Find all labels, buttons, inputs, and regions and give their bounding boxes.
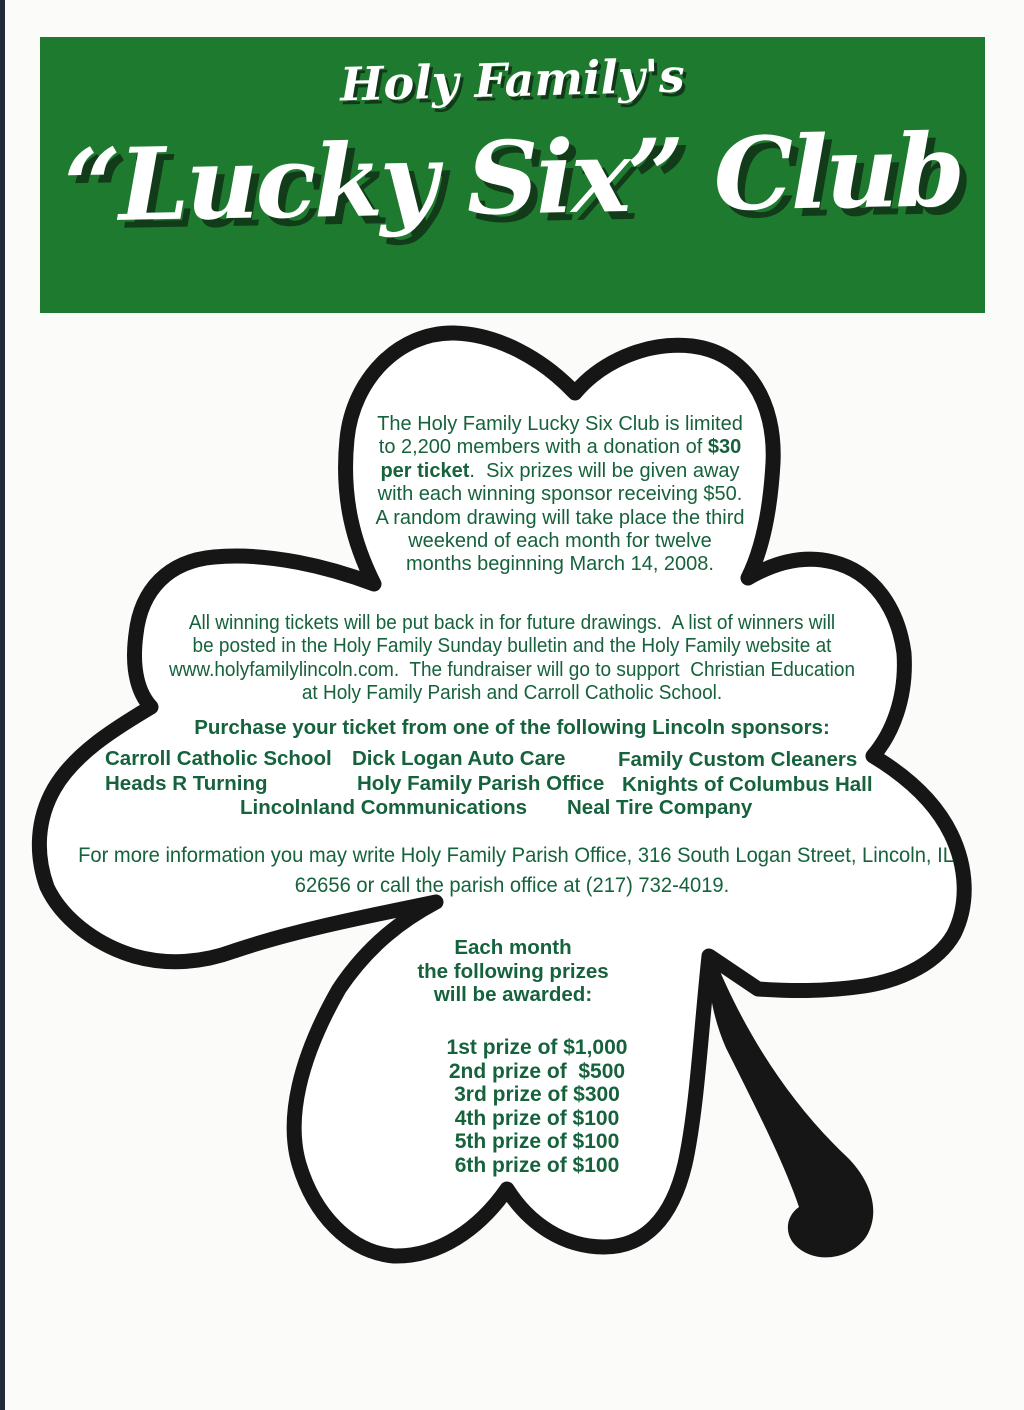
winners-line: All winning tickets will be put back in for future drawings. A list of winners will [188,612,836,634]
intro-line: weekend of each month for twelve [408,530,712,553]
intro-line [310,436,810,459]
prizes-header-line: Each month [454,936,572,959]
intro-line-2-text: to 2,200 members with a donation of [378,436,708,459]
winners-line: www.holyfamilylincoln.com. The fundraiser will go to support Christian Education [168,658,856,681]
sponsors-header: Purchase your ticket from one of the following Lincoln sponsors: [194,716,830,739]
prize-item: 6th prize of $100 [454,1153,620,1177]
contact-info-line: 62656 or call the parish office at (217) 732-4019. [294,874,730,897]
prizes-header-line: the following prizes [417,959,609,983]
intro-line: The Holy Family Lucky Six Club is limited [377,413,743,435]
sponsor-neal-tire-company: Neal Tire Company [567,796,753,819]
prize-item: 1st prize of $1,000 [446,1036,628,1059]
winners-paragraph [132,612,892,706]
intro-line: A random drawing will take place the third [375,506,745,529]
prize-item: 5th prize of $100 [454,1130,620,1153]
intro-paragraph [310,413,810,577]
sponsor-dick-logan-auto-care: Dick Logan Auto Care [352,747,566,770]
winners-line: be posted in the Holy Family Sunday bulletin and the Holy Family website at [192,635,832,658]
sponsor-heads-r-turning: Heads R Turning [105,772,268,795]
intro-line: months beginning March 14, 2008. [406,553,714,576]
intro-line-3-text: . Six prizes will be given away [469,459,740,482]
prize-item: 3rd prize of $300 [454,1083,620,1106]
sponsor-holy-family-parish-office: Holy Family Parish Office [357,772,605,795]
intro-line: with each winning sponsor receiving $50. [377,483,743,506]
prize-item: 2nd prize of $500 [448,1059,626,1083]
contact-info-paragraph [78,841,954,901]
winners-line: at Holy Family Parish and Carroll Catholic School. [301,682,723,705]
banner-pretitle: Holy Family's [339,48,686,112]
sponsor-knights-of-columbus-hall: Knights of Columbus Hall [622,773,873,796]
sponsor-family-custom-cleaners: Family Custom Cleaners [618,748,858,771]
prizes-header-line: will be awarded: [433,983,593,1006]
donation-amount: $30 [707,436,742,459]
prizes-header [397,936,629,1007]
sponsor-lincolnland-communications: Lincolnland Communications [240,796,528,819]
prize-item: 4th prize of $100 [454,1106,620,1130]
contact-info-line: For more information you may write Holy Family Parish Office, 316 South Logan Street, Lincoln, IL [78,844,954,867]
intro-line [310,460,810,483]
banner-title: “Lucky Six” Club [62,111,963,245]
per-ticket-bold: per ticket [380,459,470,482]
prizes-list [407,1036,667,1177]
sponsor-carroll-catholic-school: Carroll Catholic School [105,747,332,770]
